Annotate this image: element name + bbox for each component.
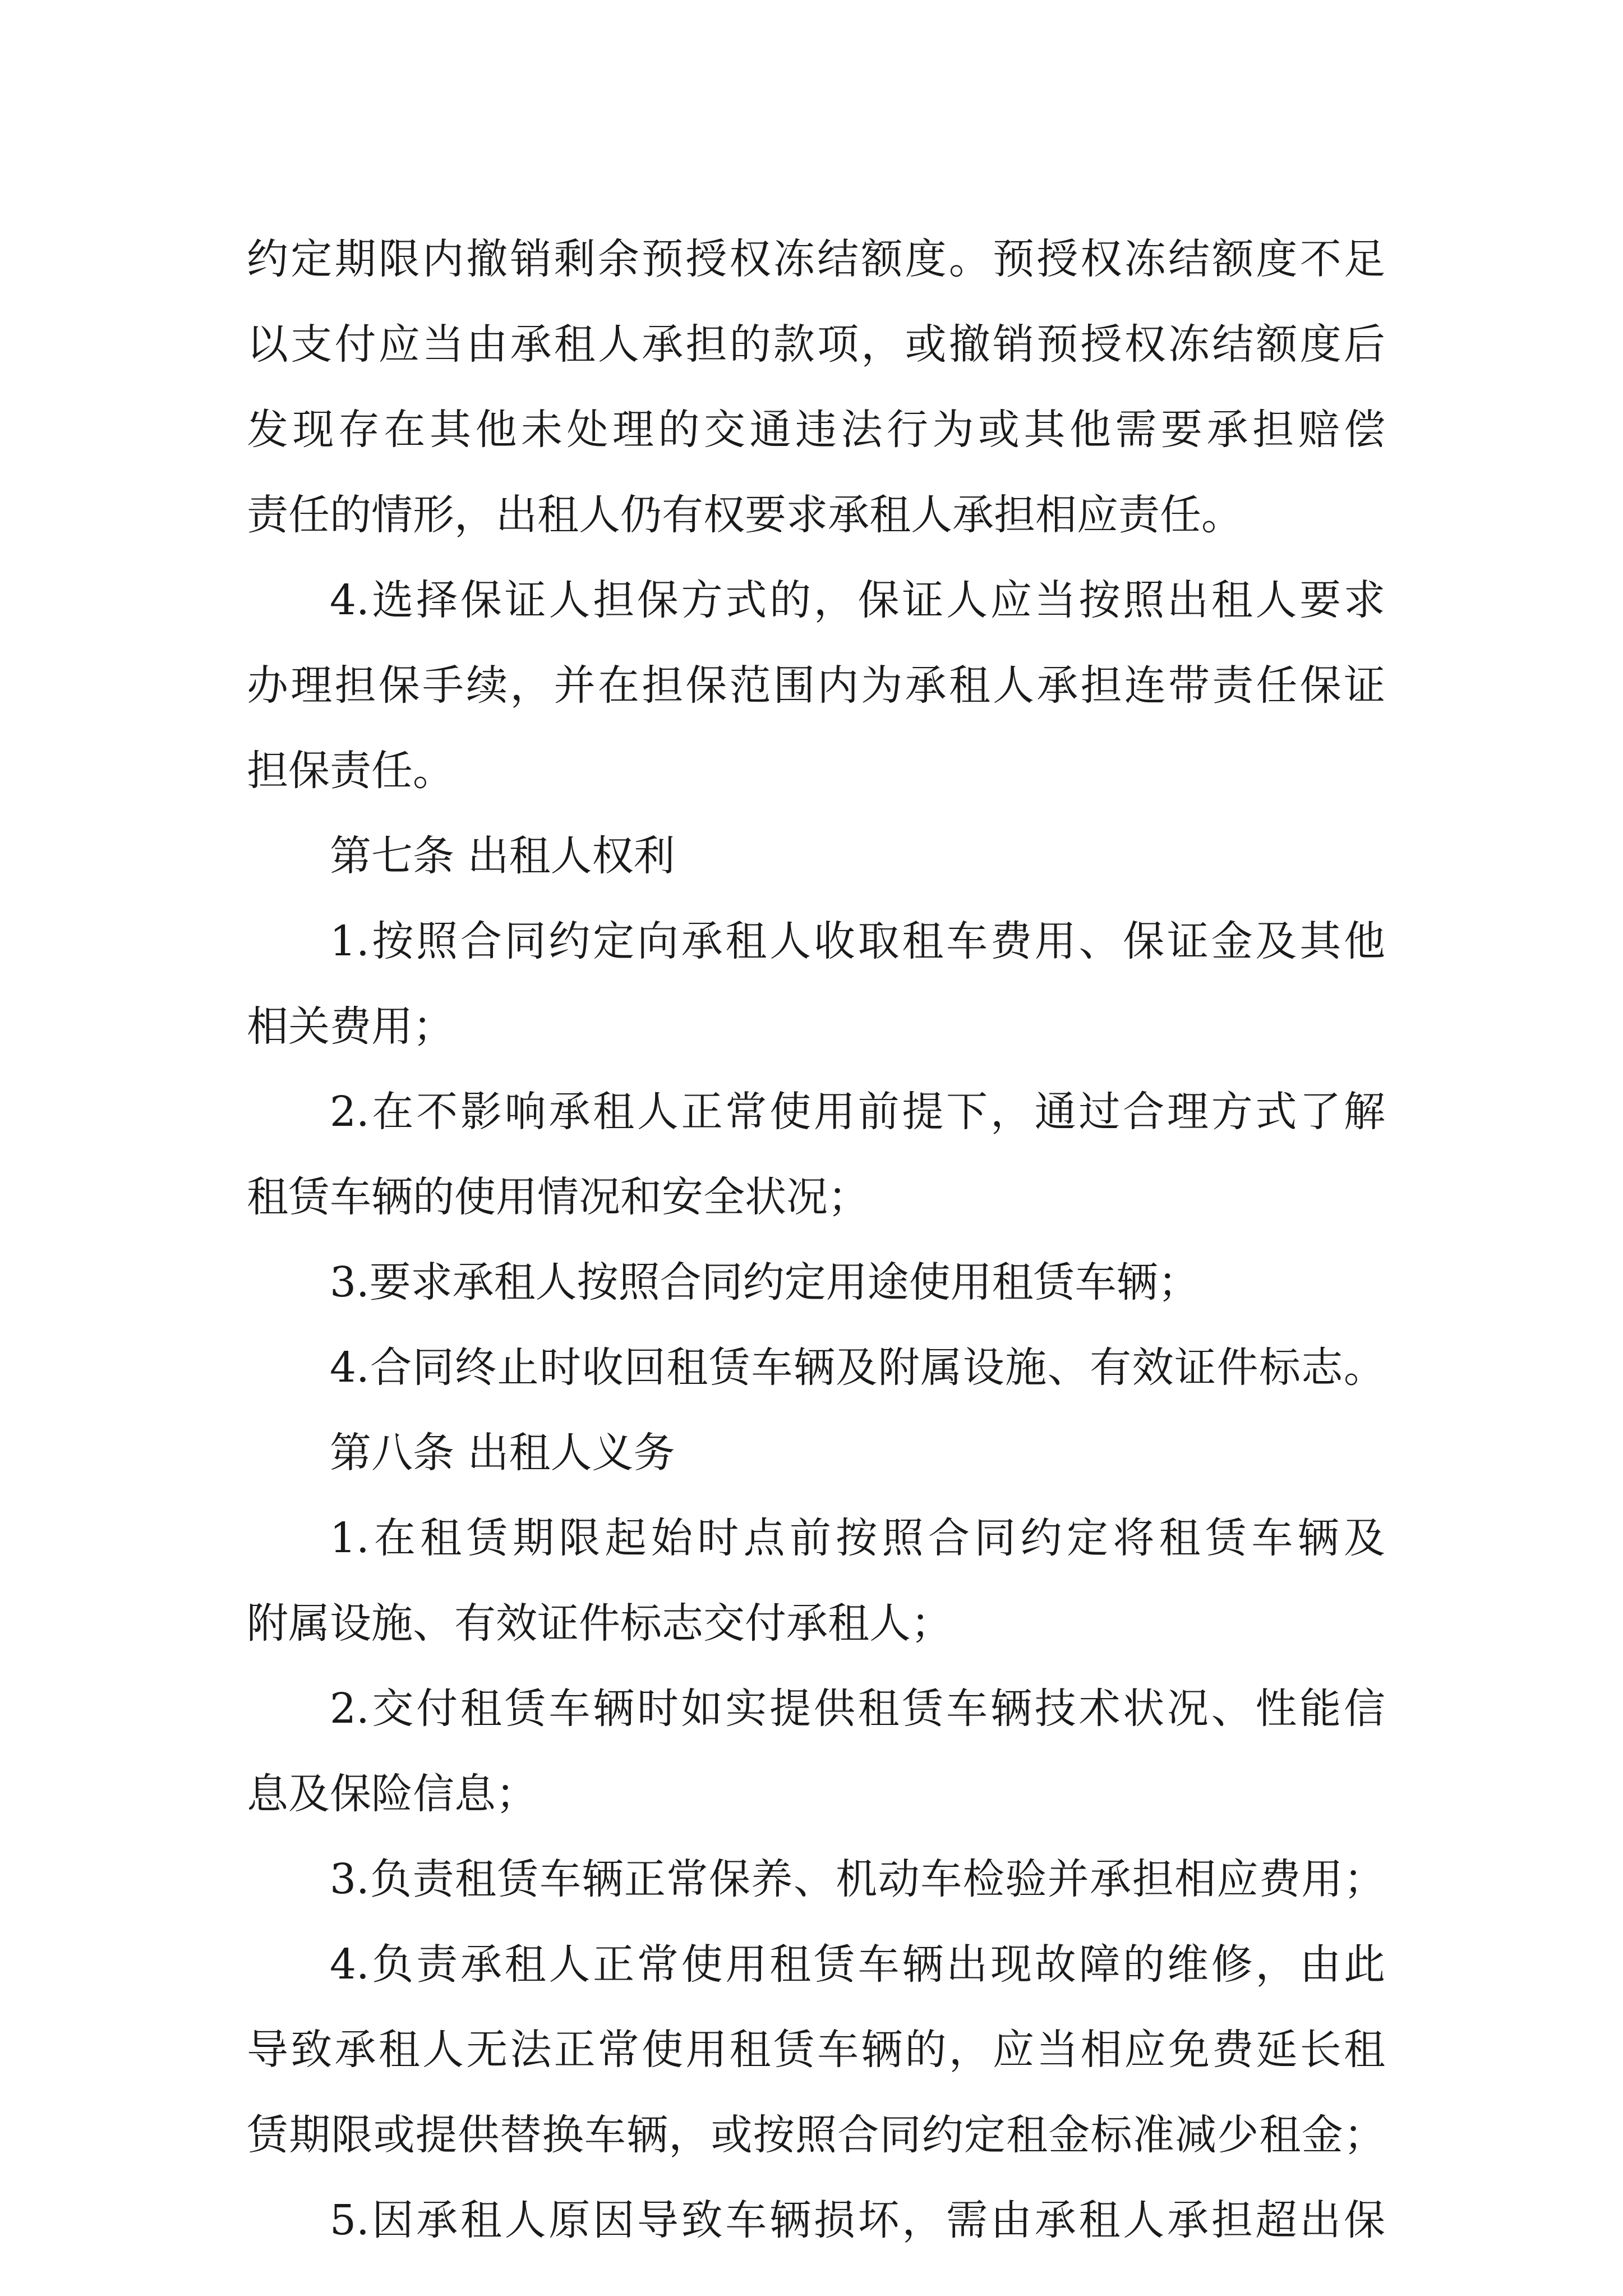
text-line: 3.要求承租人按照合同约定用途使用租赁车辆； [330, 1258, 1200, 1306]
text-line: 5.因承租人原因导致车辆损坏，需由承租人承担超出保 [330, 2196, 1385, 2244]
text-line: 相关费用； [247, 1002, 454, 1051]
text-line: 以支付应当由承租人承担的款项，或撤销预授权冻结额度后 [247, 320, 1385, 369]
text-line: 1.按照合同约定向承租人收取租车费用、保证金及其他 [330, 917, 1385, 965]
section-heading: 第八条 出租人义务 [330, 1429, 675, 1477]
text-line: 2.交付租赁车辆时如实提供租赁车辆技术状况、性能信 [330, 1685, 1385, 1733]
text-line: 赁期限或提供替换车辆，或按照合同约定租金标准减少租金； [247, 2111, 1385, 2159]
text-line: 2.在不影响承租人正常使用前提下，通过合理方式了解 [330, 1088, 1385, 1136]
text-line: 约定期限内撤销剩余预授权冻结额度。预授权冻结额度不足 [247, 235, 1385, 283]
text-line: 导致承租人无法正常使用租赁车辆的，应当相应免费延长租 [247, 2026, 1385, 2074]
text-line: 租赁车辆的使用情况和安全状况； [247, 1173, 869, 1221]
text-line: 息及保险信息； [247, 1770, 537, 1818]
text-line: 4.合同终止时收回租赁车辆及附属设施、有效证件标志。 [330, 1343, 1385, 1392]
text-line: 4.选择保证人担保方式的，保证人应当按照出租人要求 [330, 576, 1385, 624]
text-line: 4.负责承租人正常使用租赁车辆出现故障的维修，由此 [330, 1940, 1385, 1989]
text-line: 发现存在其他未处理的交通违法行为或其他需要承担赔偿 [247, 406, 1385, 454]
text-line: 附属设施、有效证件标志交付承租人； [247, 1599, 952, 1648]
text-line: 1.在租赁期限起始时点前按照合同约定将租赁车辆及 [330, 1514, 1385, 1562]
text-line: 办理担保手续，并在担保范围内为承租人承担连带责任保证 [247, 661, 1385, 710]
section-heading: 第七条 出租人权利 [330, 832, 675, 880]
text-line: 3.负责租赁车辆正常保养、机动车检验并承担相应费用； [330, 1855, 1385, 1903]
text-line: 担保责任。 [247, 747, 454, 795]
text-line: 责任的情形，出租人仍有权要求承租人承担相应责任。 [247, 491, 1243, 539]
